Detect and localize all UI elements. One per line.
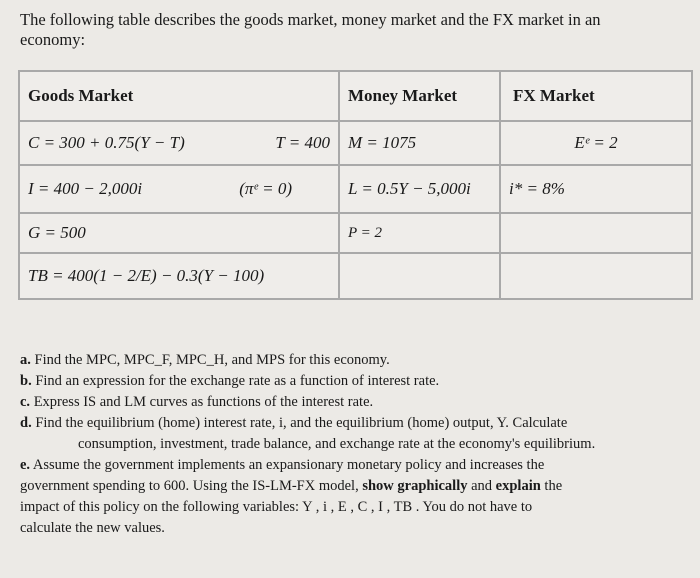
question-a: [20, 350, 680, 371]
table-row: [19, 121, 692, 165]
money-empty-cell: [339, 253, 500, 299]
market-table: [18, 70, 693, 300]
government-spending: G = 500: [19, 213, 339, 253]
table-header-row: [19, 71, 692, 121]
question-label: b.: [20, 373, 32, 389]
question-label: a.: [20, 352, 31, 368]
goods-cell: [19, 121, 339, 165]
question-label: d.: [20, 415, 32, 431]
table-row: [19, 165, 692, 213]
header-money-market: Money Market: [339, 71, 500, 121]
question-e-line-4: calculate the new values.: [20, 520, 165, 536]
question-text: Find the equilibrium (home) interest rate, i, and the equilibrium (home) output, Y. Calculate: [35, 415, 568, 431]
fx-empty-cell: [500, 253, 692, 299]
question-e: [20, 455, 680, 476]
question-text: Assume the government implements an expansionary monetary policy and increases the: [32, 457, 545, 473]
foreign-interest-rate: i* = 8%: [500, 165, 692, 213]
question-text: Express IS and LM curves as functions of the interest rate.: [33, 394, 374, 410]
header-goods-market: Goods Market: [19, 71, 339, 121]
question-label: c.: [20, 394, 31, 410]
emphasis-text: show graphically: [362, 478, 468, 494]
question-d-continued: consumption, investment, trade balance, and exchange rate at the economy's equilibrium.: [78, 436, 596, 452]
table-row: [19, 213, 692, 253]
expected-exchange-rate: Eᵉ = 2: [500, 121, 692, 165]
question-e-line-3: impact of this policy on the following variables: Y , i , E , C , I , TB . You do not have to: [20, 499, 533, 515]
trade-balance-equation: TB = 400(1 − 2/E) − 0.3(Y − 100): [19, 253, 339, 299]
tax-value: T = 400: [275, 133, 330, 152]
question-e-line-2: [20, 476, 680, 497]
goods-cell: [19, 165, 339, 213]
question-text: the: [544, 478, 563, 494]
header-fx-market: FX Market: [500, 71, 692, 121]
question-text: and: [471, 478, 493, 494]
table-row: [19, 253, 692, 299]
money-supply: M = 1075: [339, 121, 500, 165]
intro-text: The following table describes the goods market, money market and the FX market in an economy:: [20, 10, 601, 49]
question-c: [20, 392, 680, 413]
question-label: e.: [20, 457, 31, 473]
fx-empty-cell: [500, 213, 692, 253]
question-d: [20, 413, 680, 434]
consumption-equation: C = 300 + 0.75(Y − T): [28, 133, 185, 152]
question-text: Find the MPC, MPC_F, MPC_H, and MPS for this economy.: [34, 352, 390, 368]
expected-inflation: (πᵉ = 0): [239, 179, 292, 198]
emphasis-text: explain: [495, 478, 541, 494]
investment-equation: I = 400 − 2,000i: [28, 179, 143, 198]
question-text: government spending to 600. Using the IS-LM-FX model,: [20, 478, 359, 494]
question-list: [20, 350, 680, 539]
money-demand: L = 0.5Y − 5,000i: [339, 165, 500, 213]
question-text: Find an expression for the exchange rate as a function of interest rate.: [35, 373, 440, 389]
price-level: P = 2: [339, 213, 500, 253]
question-b: [20, 371, 680, 392]
